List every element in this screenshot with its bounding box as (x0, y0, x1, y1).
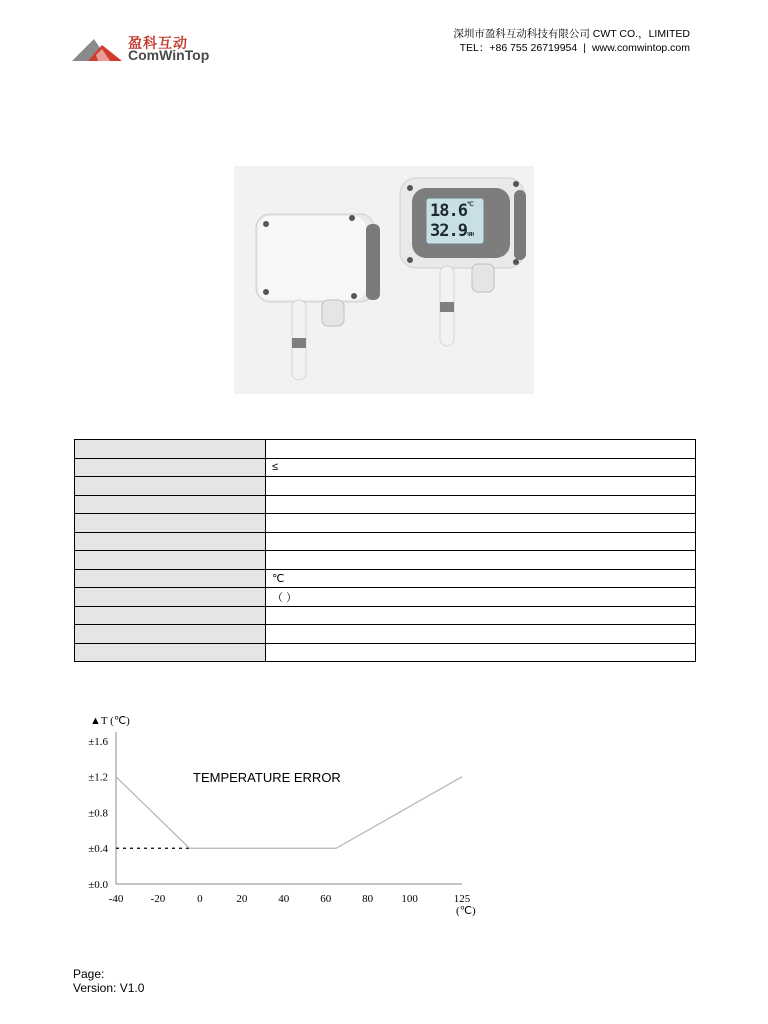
spec-row (75, 551, 696, 570)
spec-row (75, 569, 696, 588)
contact-separator: | (583, 42, 586, 54)
spec-key (75, 625, 266, 644)
spec-key (75, 588, 266, 607)
spec-value (266, 514, 696, 533)
chart-series-line (116, 777, 462, 849)
spec-row (75, 606, 696, 625)
chart-x-tick-label: 125 (453, 893, 471, 905)
spec-key (75, 532, 266, 551)
spec-key (75, 606, 266, 625)
logo-mark-icon (72, 35, 124, 63)
company-name: 深圳市盈科互动科技有限公司 CWT CO.，LIMITED (453, 28, 690, 40)
spec-row (75, 625, 696, 644)
spec-value (266, 440, 696, 459)
company-contact (453, 41, 690, 55)
company-info (453, 27, 690, 55)
spec-row (75, 588, 696, 607)
sensor-device-plain (256, 214, 380, 380)
spec-row (75, 514, 696, 533)
temperature-error-chart (70, 712, 500, 922)
chart-x-tick-label: 0 (197, 893, 203, 905)
chart-y-tick-label: ±1.6 (88, 735, 108, 748)
chart-x-tick-label: 40 (278, 893, 290, 905)
spec-value (266, 532, 696, 551)
spec-key (75, 569, 266, 588)
chart-x-tick-label: 20 (236, 893, 248, 905)
spec-value: ℃ (266, 569, 696, 588)
page-footer (73, 967, 144, 995)
page-number-label: Page: (73, 967, 105, 981)
chart-y-tick-label: ±0.0 (88, 879, 108, 891)
spec-table-body (75, 440, 696, 662)
spec-key (75, 514, 266, 533)
spec-value (266, 477, 696, 496)
logo-text-english: ComWinTop (128, 47, 210, 63)
chart-y-tick-label: ±0.4 (88, 843, 108, 856)
document-version: Version: V1.0 (73, 981, 145, 995)
lcd-temperature: 18.6℃ (430, 201, 473, 221)
chart-x-label: (℃) (456, 905, 476, 917)
spec-row (75, 458, 696, 477)
spec-value (266, 643, 696, 662)
spec-value (266, 625, 696, 644)
spec-row (75, 477, 696, 496)
company-website: www.comwintop.com (591, 42, 690, 54)
spec-row (75, 495, 696, 514)
spec-row (75, 532, 696, 551)
spec-value (266, 495, 696, 514)
spec-table (74, 439, 696, 662)
chart-x-tick-label: 80 (362, 893, 374, 905)
chart-x-tick-label: -20 (150, 893, 166, 905)
spec-value (266, 551, 696, 570)
spec-value (266, 606, 696, 625)
spec-row (75, 440, 696, 459)
chart-title: TEMPERATURE ERROR (193, 770, 341, 785)
chart-y-tick-label: ±1.2 (88, 771, 108, 784)
spec-key (75, 477, 266, 496)
product-photo (234, 166, 534, 394)
chart-y-tick-label: ±0.8 (88, 807, 108, 820)
logo-text-chinese: 盈科互动 (128, 35, 188, 51)
spec-row (75, 643, 696, 662)
spec-key (75, 643, 266, 662)
product-illustration (234, 166, 534, 394)
company-tel: TEL：+86 755 26719954 (459, 42, 578, 54)
spec-key (75, 495, 266, 514)
chart-x-tick-label: -40 (108, 893, 124, 905)
spec-key (75, 551, 266, 570)
spec-key (75, 458, 266, 477)
chart-x-tick-label: 60 (320, 893, 332, 905)
spec-value: ≤ (266, 458, 696, 477)
chart-y-label: ▲T (℃) (90, 715, 130, 727)
lcd-humidity: 32.9%RH (430, 221, 473, 241)
spec-key (75, 440, 266, 459)
company-logo (72, 33, 222, 65)
chart-x-tick-label: 100 (401, 893, 418, 905)
spec-value: （ ） (266, 588, 696, 607)
